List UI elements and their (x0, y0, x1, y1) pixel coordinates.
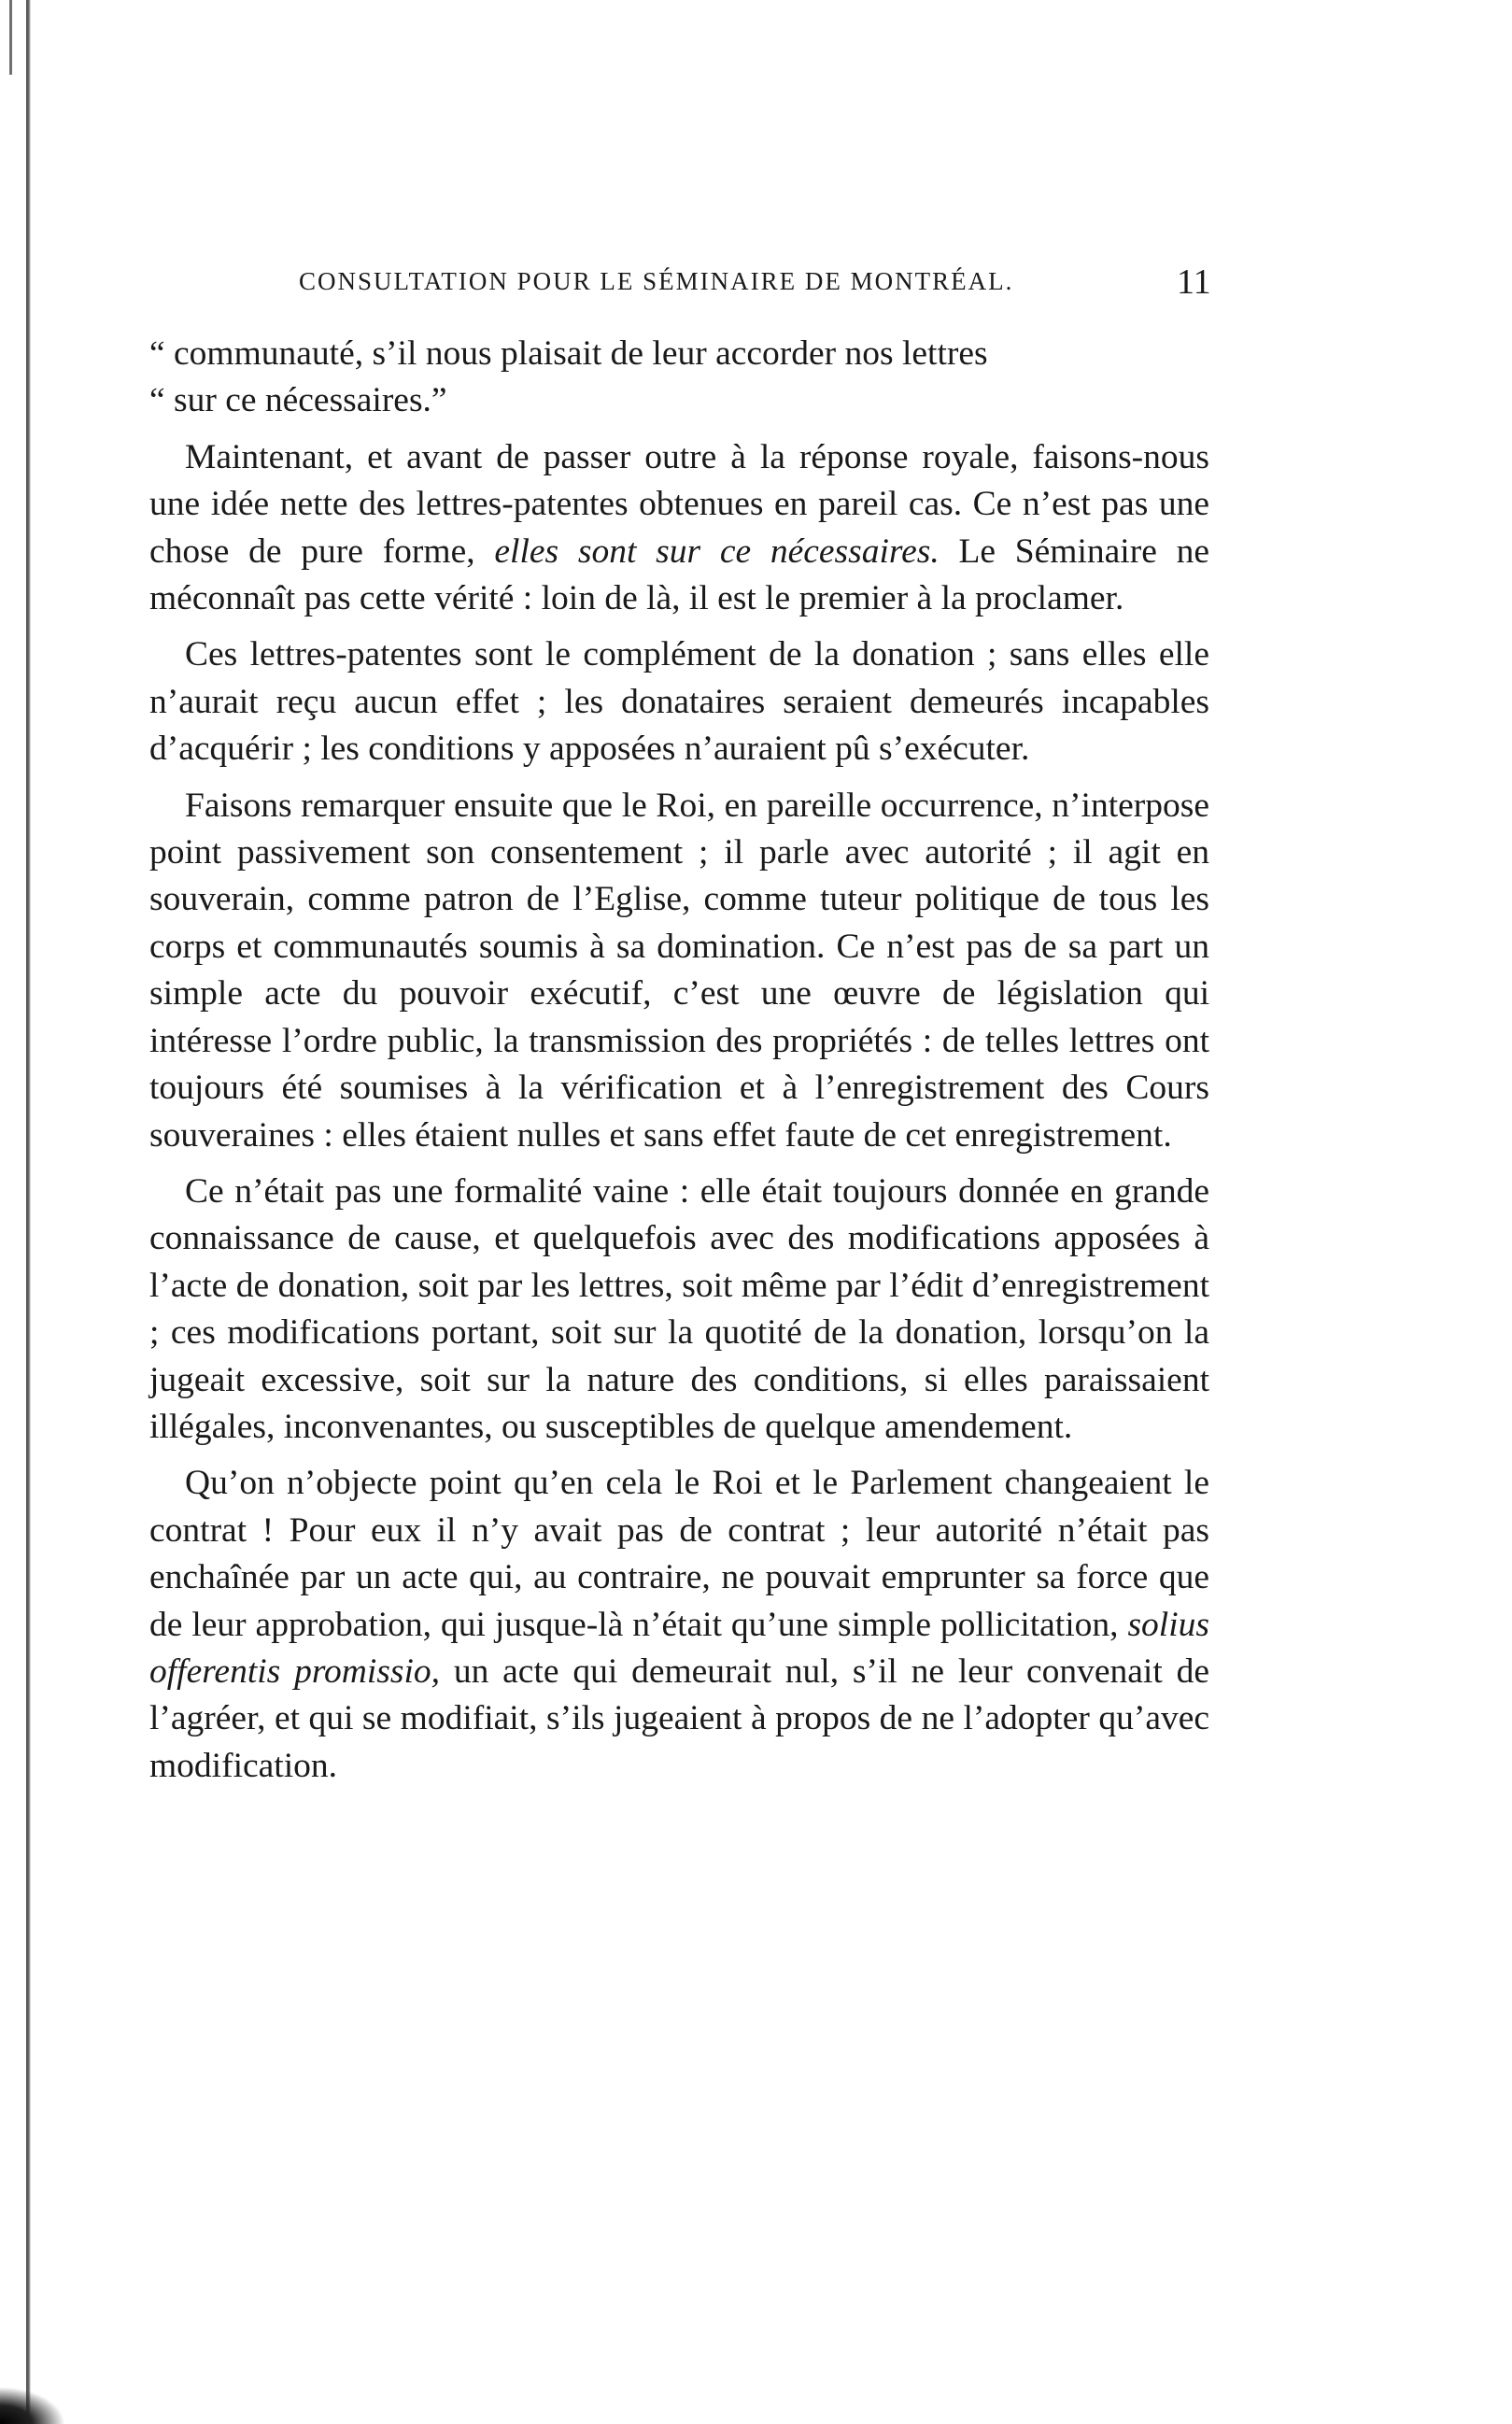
paragraph: Ce n’était pas une formalité vaine : elle était toujours donnée en grande connaissance de cause, et quelquefois avec des modifications apposées à l’acte de donation, soit par les lettres, soit même par l’édit d’enregistrement ; ces modifications portant, soit sur la quotité de la donation, lorsqu’on la jugeait excessive, soit sur la nature des conditions, si elles paraissaient illégales, inconvenantes, ou susceptibles de quelque amendement. (149, 1171, 1209, 1446)
quote-line: “ sur ce nécessaires.” (149, 381, 447, 420)
running-head (299, 267, 1214, 305)
page-binding-mark (9, 0, 12, 75)
paragraph-quote-continuation (149, 331, 1209, 425)
italic-phrase: solius offerentis promissio, (149, 1605, 1209, 1691)
quote-line: “ communauté, s’il nous plaisait de leur accorder nos lettres (149, 334, 988, 373)
paragraph-text: Le Séminaire ne méconnaît pas cette vérité : loin de là, il est le premier à la proclamer. (149, 532, 1209, 618)
paragraph-text: Maintenant, et avant de passer outre à la réponse royale, faisons-nous une idée nette des lettres-patentes obtenues en pareil cas. Ce n’est pas une chose de pure forme, (149, 437, 1209, 571)
paragraph (149, 1460, 1209, 1790)
paragraph-text: Qu’on n’objecte point qu’en cela le Roi et le Parlement changeaient le contrat ! Pour eux il n’y avait pas de contrat ; leur autorité n’était pas enchaînée par un acte qui, au contraire, ne pouvait emprunter sa force que de leur approbation, qui jusque-là n’était qu’une simple pollicitation, (149, 1464, 1209, 1644)
paragraph-text: un acte qui demeurait nul, s’il ne leur convenait de l’agréer, et qui se modifiait, s’ils jugeaient à propos de ne l’adopter qu’avec modification. (149, 1651, 1209, 1785)
page-number: 11 (1177, 262, 1211, 302)
page-binding-edge (26, 0, 31, 2424)
paragraph: Faisons remarquer ensuite que le Roi, en pareille occurrence, n’interpose point passivement son consentement ; il parle avec autorité ; il agit en souverain, comme patron de l’Eglise, comme tuteur politique de tous les corps et communautés soumis à sa domination. Ce n’est pas de sa part un simple acte du pouvoir exécutif, c’est une œuvre de législation qui intéresse l’ordre public, la transmission des propriétés : de telles lettres ont toujours été soumises à la vérification et à l’enregistrement des Cours souveraines : elles étaient nulles et sans effet faute de cet enregistrement. (149, 786, 1209, 1155)
italic-phrase: elles sont sur ce nécessaires. (494, 532, 940, 571)
page-corner-shadow (0, 2387, 65, 2424)
paragraph (149, 434, 1209, 623)
body-text (149, 331, 1209, 1799)
paragraph: Ces lettres-patentes sont le complément de la donation ; sans elles elle n’aurait reçu aucun effet ; les donataires seraient demeurés incapables d’acquérir ; les conditions y apposées n’auraient pû s’exécuter. (149, 635, 1209, 769)
running-title: CONSULTATION POUR LE SÉMINAIRE DE MONTRÉAL. (299, 267, 1014, 295)
